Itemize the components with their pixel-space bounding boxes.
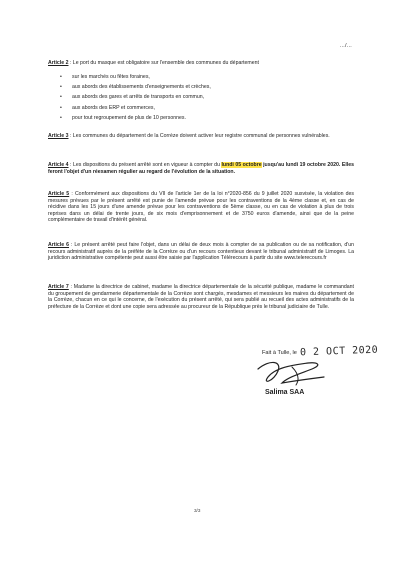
page-number: 3/3 (194, 508, 201, 513)
bullet-icon: • (60, 84, 62, 91)
highlighted-date: lundi 05 octobre (221, 162, 262, 168)
bullet-icon: • (60, 114, 62, 121)
bullet-icon: • (60, 94, 62, 101)
article-2-intro (48, 60, 354, 67)
article-2-list (60, 72, 350, 123)
article-4-label: Article 4 (48, 162, 69, 168)
handwritten-signature (248, 355, 338, 391)
bullet-icon: • (60, 74, 62, 80)
date-stamp: 0 2 OCT 2020 (299, 344, 379, 359)
article-7: Article 7 : Madame la directrice de cabinet, madame la directrice départementale de la sécurité publique, madame le commandant du groupement de gendarmerie départementale de la Corrèze sont chargés, mesdames et messieurs les maires du département de la Corrèze, chacun en ce qui le concerne, de l'exécution du présent arrêté, qui sera publié au recueil des actes administratifs de la préfecture de la Corrèze et dont une copie sera adressée au procureur de la République près le tribunal judiciaire de Tulle. (48, 284, 354, 310)
list-item: • aux abords des ERP et commerces, (60, 103, 350, 113)
article-6-label: Article 6 (48, 242, 70, 248)
article-5: Article 5 : Conformément aux dispositions du VII de l'article 1er de la loi n°2020-856 du 9 juillet 2020 susvisée, la violation des mesures prévues par le présent arrêté est punie de l'amende prévue pour les contraventions de la 4ème classe et, en cas de récidive dans les 15 jours d'une amende prévue pour les contraventions de 5ème classe, ou en cas de violation à plus de trois reprises dans un délai de trente jours, de six mois d'emprisonnement et de 3750 euros d'amende, ainsi que de la peine complémentaire de travail d'intérêt général. (48, 191, 354, 223)
article-6: Article 6 : Le présent arrêté peut faire l'objet, dans un délai de deux mois à compter de sa publication ou de sa notification, d'un recours administratif auprès de la préfète de la Corrèze ou d'un recours contentieux devant le tribunal administratif de Limoges. La juridiction administrative compétente peut aussi être saisie par l'application Télérecours à partir du site www.telerecours.fr (48, 242, 354, 261)
list-item: • aux abords des établissements d'enseignements et crèches, (60, 82, 350, 92)
signature-place: Fait à Tulle, le (262, 350, 297, 356)
article-4: Article 4 : Les dispositions du présent arrêté sont en vigueur à compter du lundi 05 octobre jusqu'au lundi 19 octobre 2020. Elles feront l'objet d'un réexamen régulier au regard de l'évolution de la situation. (48, 162, 354, 175)
article-5-label: Article 5 (48, 191, 70, 197)
list-item: • pour tout regroupement de plus de 10 personnes. (60, 113, 350, 123)
signer-name: Salima SAA (265, 389, 305, 396)
article-2-label: Article 2 (48, 60, 69, 66)
list-item: • aux abords des gares et arrêts de transports en commun, (60, 92, 350, 102)
article-3: Article 3 : Les communes du département de la Corrèze doivent activer leur registre communal de personnes vulnérables. (48, 133, 330, 139)
bullet-icon: • (60, 104, 62, 111)
article-3-label: Article 3 (48, 133, 69, 139)
article-2-text: : Le port du masque est obligatoire sur l'ensemble des communes du département (68, 60, 259, 66)
continuation-mark: …/… (339, 43, 352, 49)
list-item: • sur les marchés ou fêtes foraines, (60, 72, 350, 82)
article-7-label: Article 7 (48, 284, 69, 290)
